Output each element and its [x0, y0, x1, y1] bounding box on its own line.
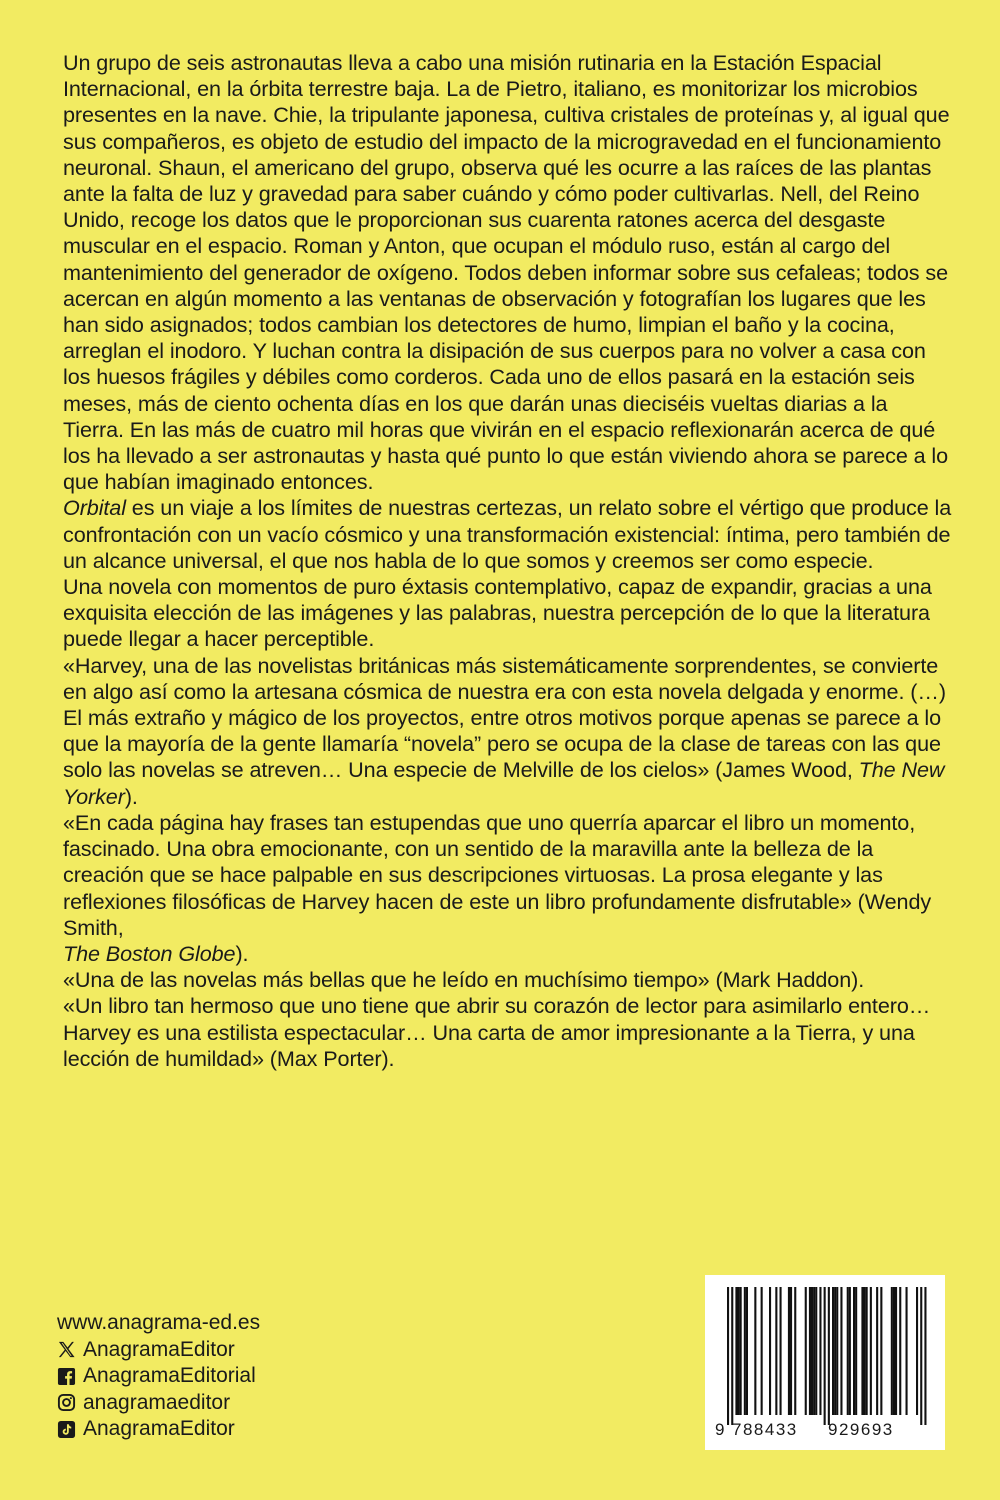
- facebook-icon: [57, 1367, 76, 1386]
- barcode-bar: [735, 1287, 737, 1415]
- review-quote-boston-globe: [63, 810, 953, 967]
- barcode-bar: [880, 1287, 882, 1415]
- barcode-bar: [870, 1287, 872, 1415]
- description-text: es un viaje a los límites de nuestras certezas, un relato sobre el vértigo que produce la confrontación con un vacío cósmico y una transformación existencial: íntima, pero también de un alcance universal, el que nos habla de lo que somos y creemos ser como especie.: [63, 495, 952, 573]
- barcode-bar: [832, 1287, 834, 1415]
- book-title: Orbital: [63, 495, 126, 521]
- facebook-handle[interactable]: AnagramaEditorial: [83, 1364, 256, 1387]
- barcode-bar: [920, 1287, 922, 1425]
- barcode-bar: [891, 1287, 893, 1415]
- tiktok-handle[interactable]: AnagramaEditor: [83, 1417, 235, 1440]
- blurb: [63, 50, 953, 1072]
- review-quote-haddon: «Una de las novelas más bellas que he leído en muchísimo tiempo» (Mark Haddon).: [63, 967, 865, 993]
- barcode-bar: [738, 1287, 740, 1415]
- barcode-bar: [866, 1287, 868, 1415]
- barcode-bar: [790, 1287, 792, 1415]
- barcode-bar: [775, 1287, 777, 1415]
- barcode-bar: [828, 1287, 830, 1425]
- barcode-bar: [916, 1287, 918, 1415]
- barcode-bar: [731, 1287, 733, 1425]
- barcode-bar: [811, 1287, 813, 1415]
- instagram-link[interactable]: [57, 1390, 260, 1417]
- barcode-bar: [924, 1287, 926, 1425]
- barcode-bar: [906, 1287, 908, 1415]
- barcode-bar: [899, 1287, 901, 1415]
- isbn-barcode: [705, 1275, 945, 1450]
- tiktok-link[interactable]: [57, 1416, 260, 1443]
- barcode-bar: [815, 1287, 817, 1415]
- review-quote-text: «En cada página hay frases tan estupendas que uno querría aparcar el libro un momento, fascinado. Una obra emocionante, con un sentido de la maravilla ante la belleza de la creación que se hace palpable en sus descripciones virtuosas. La prosa elegante y las reflexiones filosóficas de Harvey hacen de este un libro profundamente disfrutable» (Wendy Smith,: [63, 809, 932, 940]
- instagram-icon: [57, 1393, 76, 1412]
- barcode-bar: [834, 1287, 836, 1415]
- barcode-bar: [849, 1287, 851, 1415]
- barcode-bar: [824, 1287, 826, 1425]
- facebook-link[interactable]: [57, 1363, 260, 1390]
- barcode-bar: [794, 1287, 796, 1415]
- barcode-bar: [853, 1287, 855, 1415]
- barcode-bar: [754, 1287, 756, 1415]
- barcode-bar: [876, 1287, 878, 1415]
- barcode-bar: [895, 1287, 897, 1415]
- barcode-bar: [813, 1287, 815, 1415]
- barcode-bar: [864, 1287, 866, 1415]
- review-quote-end: ).: [235, 940, 249, 966]
- barcode-bar: [861, 1287, 863, 1415]
- x-link[interactable]: [57, 1337, 260, 1364]
- barcode-bar: [893, 1287, 895, 1415]
- barcode-bar: [847, 1287, 849, 1415]
- website-link[interactable]: [57, 1310, 260, 1337]
- x-handle[interactable]: AnagramaEditor: [83, 1337, 235, 1361]
- review-source: The Boston Globe: [63, 940, 236, 966]
- barcode-bar: [746, 1287, 748, 1415]
- review-quote-new-yorker: [63, 653, 953, 810]
- barcode-bar: [840, 1287, 842, 1415]
- barcode-bar: [769, 1287, 771, 1415]
- barcode-graphic: [705, 1275, 945, 1450]
- barcode-bars: [727, 1287, 927, 1425]
- barcode-first-digit: 9: [715, 1420, 725, 1439]
- praise-paragraph: Una novela con momentos de puro éxtasis contemplativo, capaz de expandir, gracias a una exquisita elección de las imágenes y las palabras, nuestra percepción de lo que la literatura puede llegar a hacer perceptible.: [63, 574, 932, 652]
- review-source: The New Yorker: [63, 757, 945, 809]
- description-paragraph: [63, 495, 953, 574]
- barcode-bar: [805, 1287, 807, 1415]
- barcode-bar: [855, 1287, 857, 1415]
- barcode-bar: [819, 1287, 821, 1415]
- instagram-handle[interactable]: anagramaeditor: [83, 1390, 231, 1414]
- barcode-left-digits: 788433: [732, 1420, 798, 1439]
- barcode-bar: [727, 1287, 729, 1425]
- review-quote-porter: «Un libro tan hermoso que uno tiene que abrir su corazón de lector para asimilarlo entero… Harvey es una estilista espectacular… Una carta de amor impresionante a la Tierra, y una lección de humildad» (Max Porter).: [63, 993, 931, 1071]
- barcode-bar: [809, 1287, 811, 1415]
- publisher-links: [57, 1310, 260, 1443]
- barcode-bar: [788, 1287, 790, 1415]
- barcode-bar: [744, 1287, 746, 1415]
- barcode-bar: [836, 1287, 838, 1415]
- synopsis-paragraph: Un grupo de seis astronautas lleva a cabo una misión rutinaria en la Estación Espacial Internacional, en la órbita terrestre baja. La de Pietro, italiano, es monitorizar los microbios presentes en la nave. Chie, la tripulante japonesa, cultiva cristales de proteínas y, al igual que sus compañeros, es objeto de estudio del impacto de la microgravedad en el funcionamiento neuronal. Shaun, el americano del grupo, observa qué les ocurre a las raíces de las plantas ante la falta de luz y gravedad para saber cuándo y cómo poder cultivarlas. Nell, del Reino Unido, recoge los datos que le proporcionan sus cuarenta ratones acerca del desgaste muscular en el espacio. Roman y Anton, que ocupan el módulo ruso, están al cargo del mantenimiento del generador de oxígeno. Todos deben informar sobre sus cefaleas; todos se acercan en algún momento a las ventanas de observación y fotografían los lugares que les han sido asignados; todos cambian los detectores de humo, limpian el baño y la cocina, arreglan el inodoro. Y luchan contra la disipación de sus cuerpos para no volver a casa con los huesos frágiles y débiles como corderos. Cada uno de ellos pasará en la estación seis meses, más de ciento ochenta días en los que darán unas dieciséis vueltas diarias a la Tierra. En las más de cuatro mil horas que vivirán en el espacio reflexionarán acerca de qué los ha llevado a ser astronautas y hasta qué punto lo que están viviendo ahora se parece a lo que habían imaginado entonces.: [63, 50, 950, 495]
- tiktok-icon: [57, 1420, 76, 1439]
- review-quote-text: «Harvey, una de las novelistas británicas más sistemáticamente sorprendentes, se convierte en algo así como la artesana cósmica de nuestra era con esta novela delgada y enorme. (…) El más extraño y mágico de los proyectos, entre otros motivos porque apenas se parece a lo que la mayoría de la gente llamaría “novela” pero se ocupa de la clase de tareas con las que solo las novelas se atreven… Una especie de Melville de los cielos» (James Wood,: [63, 652, 946, 783]
- barcode-right-digits: 929693: [828, 1420, 894, 1439]
- website-url[interactable]: www.anagrama-ed.es: [57, 1311, 261, 1334]
- x-logo-icon: [57, 1340, 76, 1359]
- review-quote-end: ).: [124, 783, 138, 809]
- barcode-bar: [780, 1287, 782, 1415]
- barcode-bar: [761, 1287, 763, 1415]
- barcode-bar: [740, 1287, 742, 1415]
